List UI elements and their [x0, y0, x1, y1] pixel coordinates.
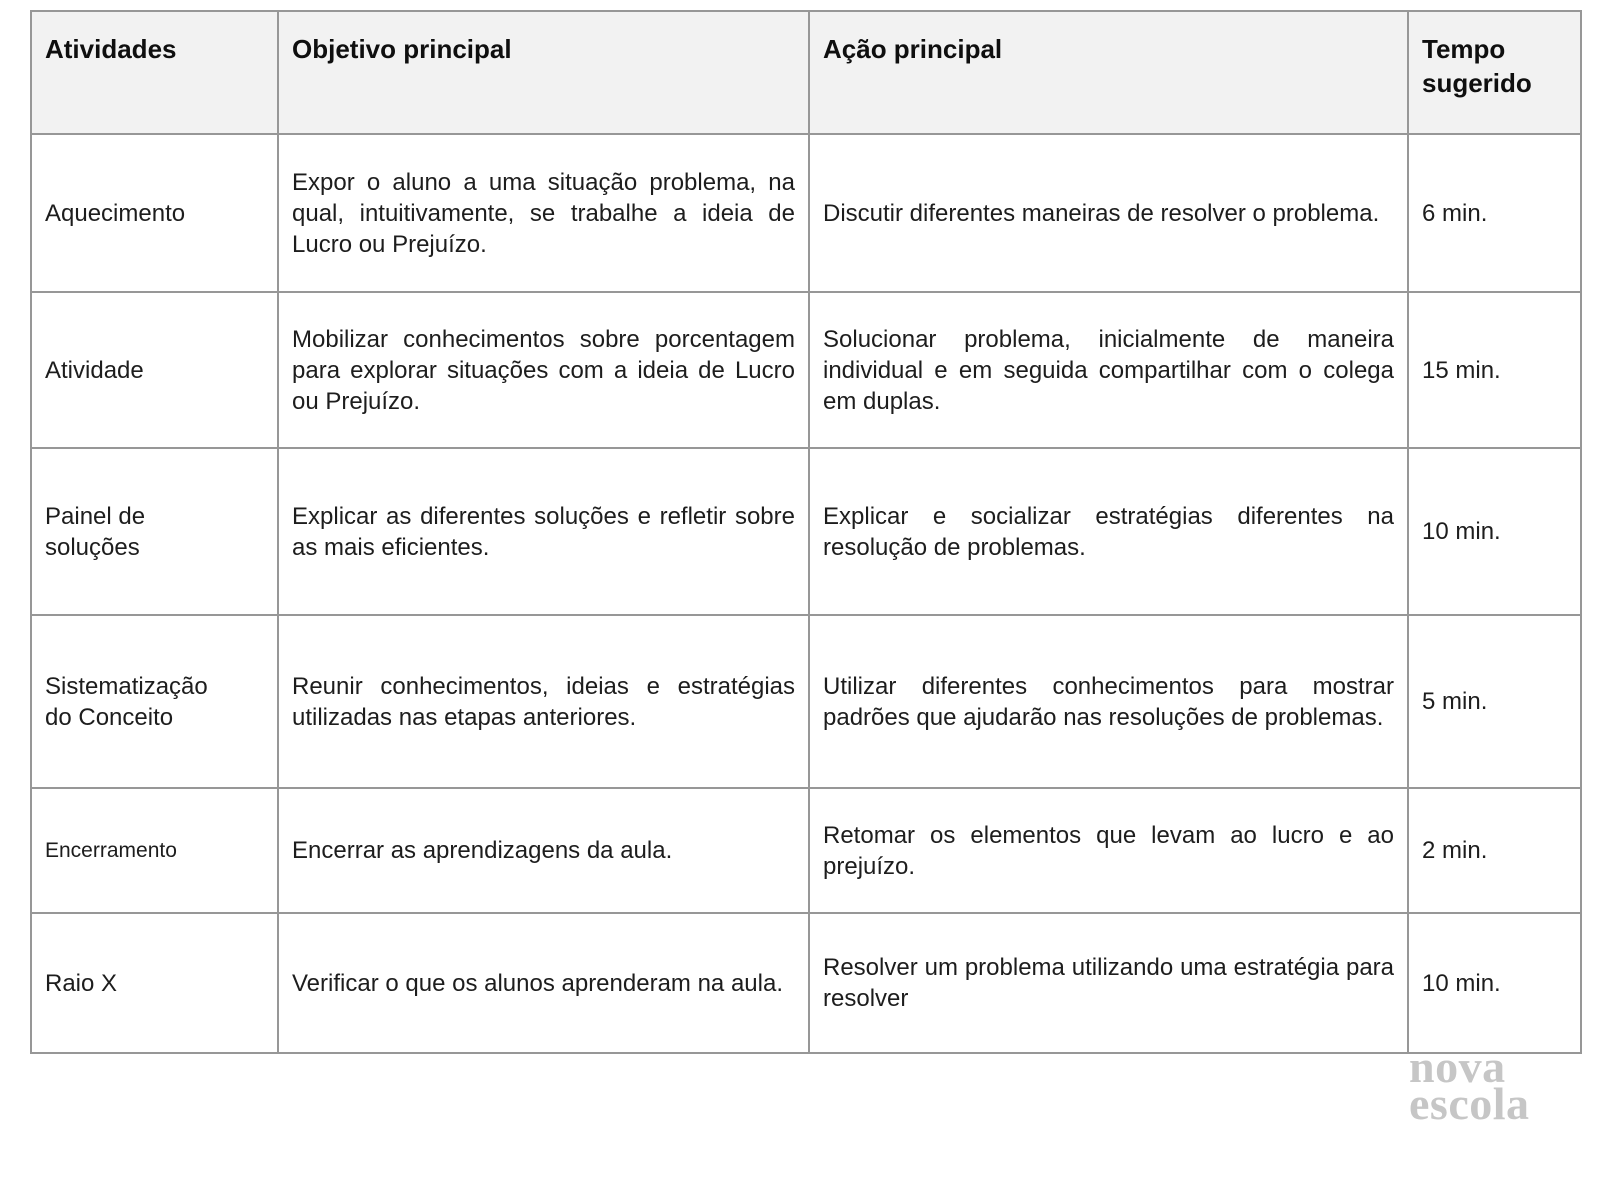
cell-tempo: 6 min. [1408, 134, 1581, 292]
table-row-sistematizacao-do-conceito [31, 615, 1581, 788]
logo-line-nova: nova [1409, 1041, 1506, 1092]
cell-acao: Retomar os elementos que levam ao lucro e ao prejuízo. [809, 788, 1408, 913]
cell-acao: Utilizar diferentes conhecimentos para mostrar padrões que ajudarão nas resoluções de problemas. [809, 615, 1408, 788]
column-header-acao-principal: Ação principal [809, 11, 1408, 134]
nova-escola-logo [1409, 1041, 1530, 1129]
cell-objetivo: Expor o aluno a uma situação problema, na qual, intuitivamente, se trabalhe a ideia de Lucro ou Prejuízo. [278, 134, 809, 292]
cell-tempo: 10 min. [1408, 448, 1581, 615]
cell-objetivo: Explicar as diferentes soluções e refletir sobre as mais eficientes. [278, 448, 809, 615]
logo-line-escola: escola [1409, 1078, 1530, 1129]
activities-table [30, 10, 1582, 1054]
cell-acao: Resolver um problema utilizando uma estratégia para resolver [809, 913, 1408, 1053]
cell-atividade: Atividade [31, 292, 278, 448]
cell-tempo: 10 min. [1408, 913, 1581, 1053]
cell-objetivo: Verificar o que os alunos aprenderam na aula. [278, 913, 809, 1053]
column-header-tempo-sugerido: Tempo sugerido [1408, 11, 1581, 134]
cell-objetivo: Mobilizar conhecimentos sobre porcentagem para explorar situações com a ideia de Lucro ou Prejuízo. [278, 292, 809, 448]
cell-objetivo: Reunir conhecimentos, ideias e estratégias utilizadas nas etapas anteriores. [278, 615, 809, 788]
table-row-aquecimento [31, 134, 1581, 292]
cell-tempo: 2 min. [1408, 788, 1581, 913]
table-row-painel-de-solucoes [31, 448, 1581, 615]
cell-acao: Solucionar problema, inicialmente de maneira individual e em seguida compartilhar com o colega em duplas. [809, 292, 1408, 448]
cell-acao: Discutir diferentes maneiras de resolver o problema. [809, 134, 1408, 292]
cell-atividade: Aquecimento [31, 134, 278, 292]
table-row-encerramento [31, 788, 1581, 913]
cell-tempo: 15 min. [1408, 292, 1581, 448]
column-header-atividades: Atividades [31, 11, 278, 134]
cell-atividade: Raio X [31, 913, 278, 1053]
cell-atividade: Painel de soluções [31, 448, 278, 615]
cell-atividade: Sistematização do Conceito [31, 615, 278, 788]
header-row [31, 11, 1581, 134]
cell-tempo: 5 min. [1408, 615, 1581, 788]
table-row-atividade [31, 292, 1581, 448]
cell-objetivo: Encerrar as aprendizagens da aula. [278, 788, 809, 913]
table-row-raio-x [31, 913, 1581, 1053]
cell-acao: Explicar e socializar estratégias diferentes na resolução de problemas. [809, 448, 1408, 615]
cell-atividade: Encerramento [31, 788, 278, 913]
column-header-objetivo-principal: Objetivo principal [278, 11, 809, 134]
